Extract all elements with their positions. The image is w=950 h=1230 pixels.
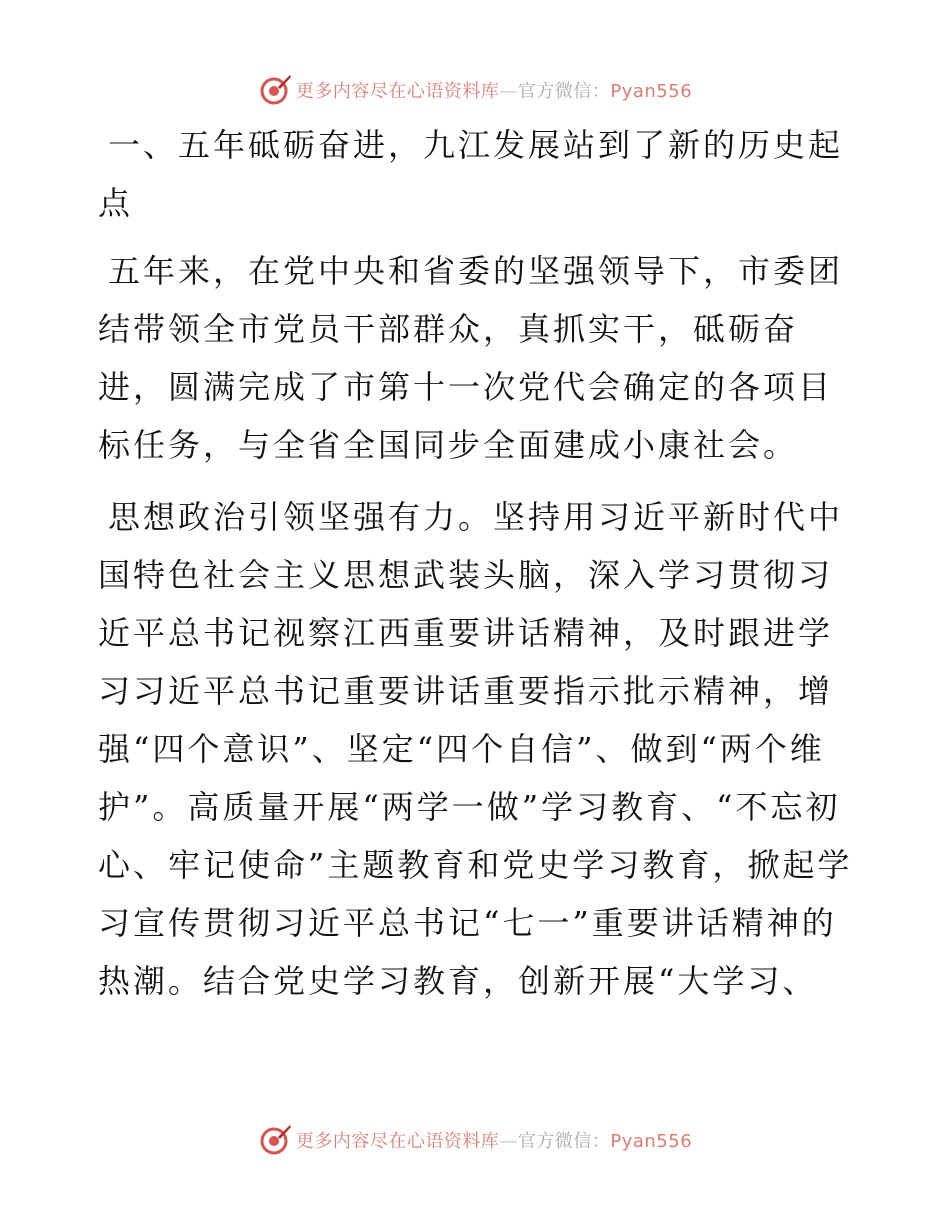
watermark-account: Pyan556 [610, 81, 693, 102]
watermark-separator: — [499, 1131, 518, 1152]
watermark-header [0, 70, 950, 110]
watermark-label: 官方微信： [517, 81, 611, 102]
watermark-account: Pyan556 [610, 1131, 693, 1152]
watermark-footer [0, 1120, 950, 1160]
watermark-separator: — [499, 81, 518, 102]
document-body [98, 116, 858, 1024]
pen-logo-icon [258, 73, 292, 107]
paragraph-1: 五年来，在党中央和省委的坚强领导下，市委团结带领全市党员干部群众，真抓实干，砥砺奋进，圆满完成了市第十一次党代会确定的各项目标任务，与全省全国同步全面建成小康社会。 [98, 252, 844, 464]
pen-logo-icon [258, 1123, 292, 1157]
watermark-brand: 更多内容尽在心语资料库 [295, 1131, 500, 1152]
watermark-text [296, 1127, 692, 1153]
watermark-brand: 更多内容尽在心语资料库 [295, 81, 500, 102]
watermark-text [296, 77, 692, 103]
section-heading: 一、五年砥砺奋进，九江发展站到了新的历史起点 [98, 126, 844, 222]
watermark-label: 官方微信： [517, 1131, 611, 1152]
paragraph-2: 思想政治引领坚强有力。坚持用习近平新时代中国特色社会主义思想武装头脑，深入学习贯彻习近平总书记视察江西重要讲话精神，及时跟进学习习近平总书记重要讲话重要指示批示精神，增强“四个意识”、坚定“四个自信”、做到“两个维护”。高质量开展“两学一做”学习教育、“不忘初心、牢记使命”主题教育和党史学习教育，掀起学习宣传贯彻习近平总书记“七一”重要讲话精神的热潮。结合党史学习教育，创新开展“大学习、 [98, 498, 853, 1000]
